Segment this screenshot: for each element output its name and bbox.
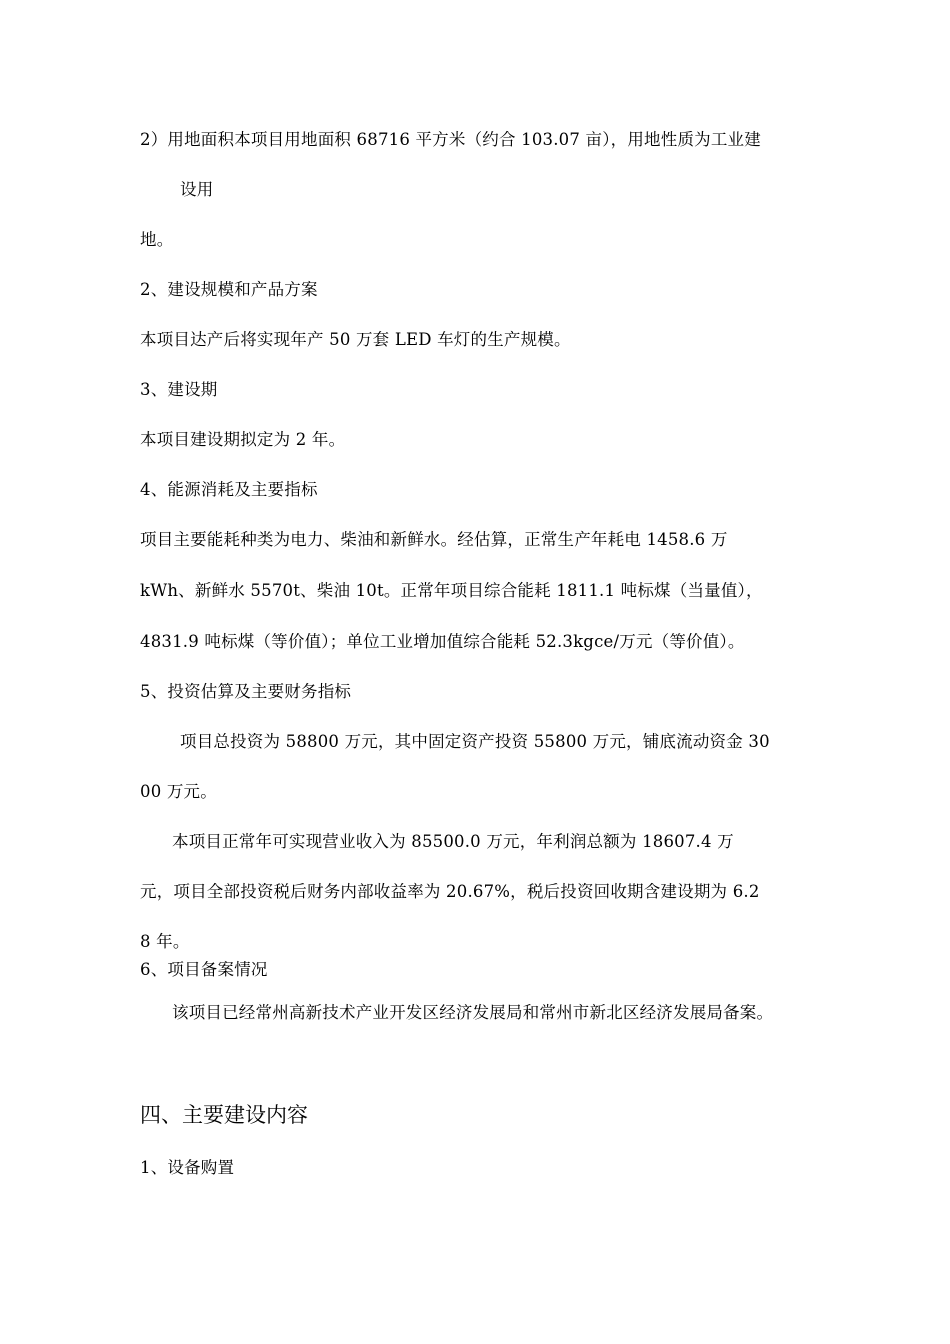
revenue-text-3: 8 年。 bbox=[140, 932, 190, 951]
period-text: 本项目建设期拟定为 2 年。 bbox=[140, 430, 346, 449]
land-use-end-line: 地。 bbox=[140, 230, 174, 249]
scale-heading: 2、建设规模和产品方案 bbox=[140, 280, 318, 299]
investment-text-1: 项目总投资为 58800 万元，其中固定资产投资 55800 万元，铺底流动资金 30 bbox=[180, 732, 770, 751]
land-area-line: 2）用地面积本项目用地面积 68716 平方米（约合 103.07 亩），用地性质为工业建 bbox=[140, 130, 761, 149]
filing-heading: 6、项目备案情况 bbox=[140, 960, 268, 979]
energy-heading: 4、能源消耗及主要指标 bbox=[140, 480, 318, 499]
period-heading: 3、建设期 bbox=[140, 380, 218, 399]
energy-text-2: kWh、新鲜水 5570t、柴油 10t。正常年项目综合能耗 1811.1 吨标煤（当量值）， bbox=[140, 581, 763, 600]
land-use-line: 设用 bbox=[180, 180, 214, 199]
investment-heading: 5、投资估算及主要财务指标 bbox=[140, 682, 352, 701]
energy-text-3: 4831.9 吨标煤（等价值）；单位工业增加值综合能耗 52.3kgce/万元（等价值）。 bbox=[140, 632, 745, 651]
scale-text: 本项目达产后将实现年产 50 万套 LED 车灯的生产规模。 bbox=[140, 330, 571, 349]
filing-text: 该项目已经常州高新技术产业开发区经济发展局和常州市新北区经济发展局备案。 bbox=[172, 1003, 774, 1022]
revenue-text-1: 本项目正常年可实现营业收入为 85500.0 万元，年利润总额为 18607.4 万 bbox=[172, 832, 734, 851]
subsection-heading: 1、设备购置 bbox=[140, 1158, 235, 1177]
revenue-text-2: 元，项目全部投资税后财务内部收益率为 20.67%，税后投资回收期含建设期为 6.2 bbox=[140, 882, 760, 901]
section-heading: 四、主要建设内容 bbox=[140, 1103, 308, 1127]
energy-text-1: 项目主要能耗种类为电力、柴油和新鲜水。经估算，正常生产年耗电 1458.6 万 bbox=[140, 530, 728, 549]
investment-text-2: 00 万元。 bbox=[140, 782, 217, 801]
